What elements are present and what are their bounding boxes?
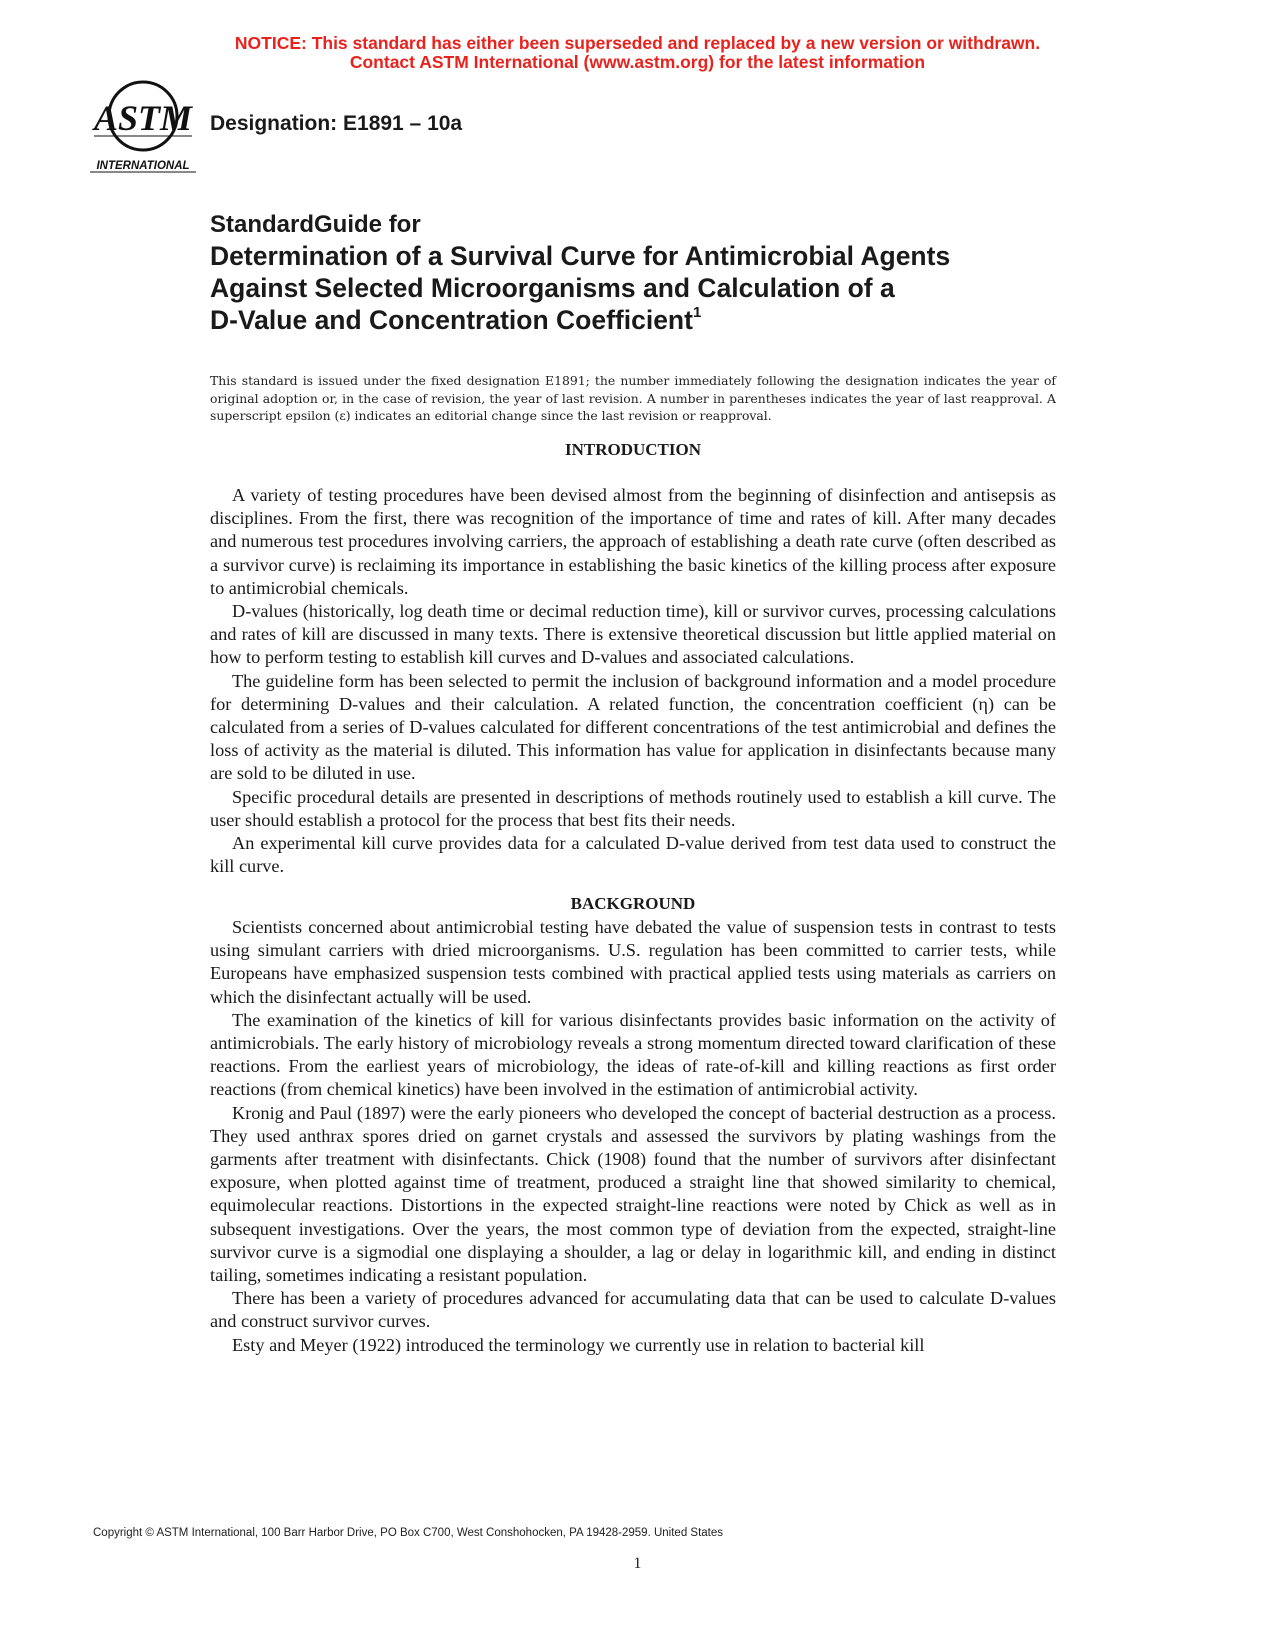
- intro-paragraph: The guideline form has been selected to permit the inclusion of background information and a model procedure for determining D-values and their calculation. A related function, the concentration coefficient (η) can be calculated from a series of D-values calculated for different concentrations of the test antimicrobial and defines the loss of activity as the material is diluted. This information has value for application in disinfectants because many are sold to be diluted in use.: [210, 670, 1056, 784]
- intro-paragraph: A variety of testing procedures have been devised almost from the beginning of disinfection and antisepsis as disciplines. From the first, there was recognition of the importance of time and rates of kill. After many decades and numerous test procedures involving carriers, the approach of establishing a death rate curve (often described as a survivor curve) is reclaiming its importance in establishing the basic kinetics of the killing process after exposure to antimicrobial chemicals.: [210, 485, 1056, 598]
- issuance-statement: This standard is issued under the fixed designation E1891; the number immediately following the designation indicates the year of original adoption or, in the case of revision, the year of last revision. A number in parentheses indicates the year of last reapproval. A superscript epsilon (ε) indicates an editorial change since the last revision or reapproval.: [210, 373, 1056, 423]
- title-footnote-mark: 1: [692, 304, 702, 321]
- intro-paragraph: D-values (historically, log death time or decimal reduction time), kill or survivor curves, processing calculations and rates of kill are discussed in many texts. There is extensive theoretical discussion but little applied material on how to perform testing to establish kill curves and D-values and associated calculations.: [210, 601, 1056, 668]
- title-line-2: Against Selected Microorganisms and Calculation of a: [210, 273, 895, 303]
- notice-line-1: NOTICE: This standard has either been superseded and replaced by a new version or withdrawn.: [234, 33, 1041, 53]
- title-block: [210, 210, 1040, 336]
- background-paragraph: There has been a variety of procedures advanced for accumulating data that can be used to calculate D-values and construct survivor curves.: [210, 1288, 1056, 1332]
- introduction-body: [210, 484, 1056, 878]
- page-number: 1: [633, 1555, 642, 1572]
- introduction-heading: INTRODUCTION: [564, 440, 702, 459]
- notice-line-2: Contact ASTM International (www.astm.org) for the latest information: [349, 52, 926, 72]
- logo-letters: ASTM: [93, 98, 193, 138]
- background-paragraph: Esty and Meyer (1922) introduced the terminology we currently use in relation to bacterial kill: [232, 1334, 925, 1355]
- withdrawal-notice: [0, 34, 1275, 72]
- title-line-3: D-Value and Concentration Coefficient: [210, 305, 693, 335]
- background-body: [210, 916, 1056, 1357]
- copyright-footer: Copyright © ASTM International, 100 Barr Harbor Drive, PO Box C700, West Conshohocken, PA 19428-2959. United States: [93, 1527, 724, 1539]
- intro-paragraph: An experimental kill curve provides data for a calculated D-value derived from test data used to construct the kill curve.: [210, 833, 1056, 877]
- intro-paragraph: Specific procedural details are presented in descriptions of methods routinely used to establish a kill curve. The user should establish a protocol for the process that best fits their needs.: [210, 786, 1056, 830]
- title-line-1: Determination of a Survival Curve for Antimicrobial Agents: [210, 241, 951, 271]
- background-paragraph: Scientists concerned about antimicrobial testing have debated the value of suspension tests in contrast to tests using simulant carriers with dried microorganisms. U.S. regulation has been committed to carrier tests, while Europeans have emphasized suspension tests combined with practical applied tests using materials as carriers on which the disinfectant actually will be used.: [210, 917, 1056, 1007]
- logo-text: INTERNATIONAL: [96, 160, 190, 172]
- standard-type: StandardGuide for: [210, 211, 421, 238]
- designation: Designation: E1891 – 10a: [210, 112, 463, 135]
- astm-logo: [90, 80, 200, 178]
- background-paragraph: The examination of the kinetics of kill for various disinfectants provides basic information on the activity of antimicrobials. The early history of microbiology reveals a strong momentum directed toward clarification of these reactions. From the earliest years of microbiology, the ideas of rate-of-kill and killing reactions as first order reactions (from chemical kinetics) have been involved in the estimation of antimicrobial activity.: [210, 1009, 1056, 1100]
- background-heading: BACKGROUND: [570, 894, 696, 913]
- astm-logo-icon: [90, 80, 200, 178]
- main-title: [210, 240, 1040, 336]
- background-paragraph: Kronig and Paul (1897) were the early pioneers who developed the concept of bacterial destruction as a process. They used anthrax spores dried on garnet crystals and assessed the survivors by plating washings from the garments after treatment with disinfectants. Chick (1908) found that the number of survivors after disinfectant exposure, when plotted against time of treatment, produced a straight line that showed similarity to chemical, equimolecular reactions. Distortions in the expected straight-line reactions were noted by Chick as well as in subsequent investigations. Over the years, the most common type of deviation from the expected, straight-line survivor curve is a sigmodial one displaying a shoulder, a lag or delay in logarithmic kill, and ending in distinct tailing, sometimes indicating a resistant population.: [210, 1102, 1056, 1286]
